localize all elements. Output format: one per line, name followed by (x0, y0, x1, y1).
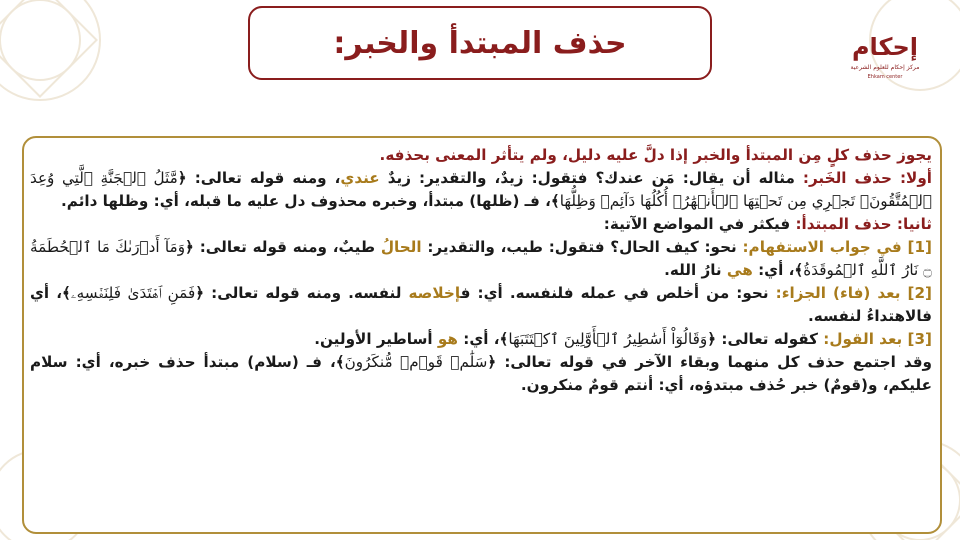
logo-name: إحكام (851, 33, 919, 61)
highlight-word: هي (726, 261, 753, 279)
quran-verse: سَلَٰمٞ قَوۡمٞ مُّنكَرُونَ (344, 353, 488, 371)
paragraph-text: نحو: كيف الحال؟ فتقول: طيب، والتقدير: (421, 238, 743, 256)
paragraph-text: فيكثر في المواضع الآتية: (603, 215, 796, 233)
highlight-word: عندي (340, 169, 380, 187)
intro-text: يجوز حذف كلٍ مِن المبتدأ والخبر إذا دلَّ عليه دليل، ولم يتأثر المعنى بحذفه. (379, 146, 932, 164)
section-label: أولا: حذف الخَبر: (802, 169, 932, 187)
highlight-word: هو (437, 330, 458, 348)
paragraph-text: ﴾، أي: (752, 261, 804, 279)
highlight-word: إخلاصه (408, 284, 461, 302)
paragraph-khabar (30, 167, 932, 213)
paragraph-case-3 (30, 328, 932, 351)
case-label: [2] بعد (فاء) الجزاء: (775, 284, 932, 302)
paragraph-text: نارُ الله. (664, 261, 727, 279)
logo-tagline: Ehkam center (867, 74, 903, 80)
paragraph-text: طيبٌ، ومنه قوله تعالى: ﴿ (185, 238, 381, 256)
quran-verse: وَقَالُوٓاْ أَسَٰطِيرُ ٱلۡأَوَّلِينَ ٱكۡتَتَبَهَا (508, 330, 708, 348)
quran-verse: وَمَآ أَدۡرَىٰكَ مَا ٱلۡحُطَمَةُ ۝ نَارُ ٱللَّهِ ٱلۡمُوقَدَةُ (30, 238, 932, 279)
paragraph-text: كقوله تعالى: ﴿ (707, 330, 824, 348)
paragraph-text: ﴾، فـ (سلام) مبتدأ حذف خبره، أي: سلام عليكم، و(قومٌ) خبر حُذف مبتدؤه، أي: أنتم قومٌ منكرون. (30, 353, 932, 394)
logo (848, 26, 922, 96)
paragraph-text: ﴾، أي: (457, 330, 509, 348)
paragraph-text: أساطير الأولين. (314, 330, 438, 348)
paragraph-text: وقد اجتمع حذف كل منهما وبقاء الآخر في قوله تعالى: ﴿ (487, 353, 932, 371)
paragraph-text: لنفسه. ومنه قوله تعالى: ﴿ (195, 284, 409, 302)
title-box (248, 6, 712, 80)
paragraph-text: ﴾، فـ (ظلها) مبتدأ، وخبره محذوف دل عليه ما قبله، أي: وظلها دائم. (61, 192, 560, 210)
paragraph-case-1 (30, 236, 932, 282)
paragraph-case-2 (30, 282, 932, 328)
quran-verse: فَمَنِ ٱهۡتَدَىٰ فَلِنَفۡسِهِۦ (70, 284, 196, 302)
logo-subtitle: مركز إحكام للعلوم الشرعية (850, 64, 920, 71)
paragraph-text: ، ومنه قوله تعالى: ﴿ (177, 169, 341, 187)
highlight-word: الحالُ (380, 238, 422, 256)
content (30, 144, 932, 532)
paragraph-text: مثاله أن يقال: مَن عندك؟ فتقول: زيدٌ، والتقدير: زيدٌ (379, 169, 803, 187)
section-label: ثانيا: حذف المبتدأ: (795, 215, 932, 233)
case-label: [1] في جواب الاستفهام: (742, 238, 932, 256)
paragraph-both (30, 351, 932, 397)
paragraph-mubtada (30, 213, 932, 236)
intro-paragraph (30, 144, 932, 167)
page-title: حذف المبتدأ والخبر: (333, 25, 627, 61)
paragraph-text: نحو: من أخلص في عمله فلنفسه. أي: ف (460, 284, 776, 302)
quran-verse: مَّثَلُ ٱلۡجَنَّةِ ٱلَّتِي وُعِدَ ٱلۡمُتَّقُونَۖ تَجۡرِي مِن تَحۡتِهَا ٱلۡأَنۡهَٰرُۖ أُكُلُهَا دَآئِمٞ وَظِلُّهَا (30, 169, 932, 210)
paragraph-text: ﴾، أي فالاهتداءُ لنفسه. (30, 284, 932, 325)
case-label: [3] بعد القول: (823, 330, 932, 348)
